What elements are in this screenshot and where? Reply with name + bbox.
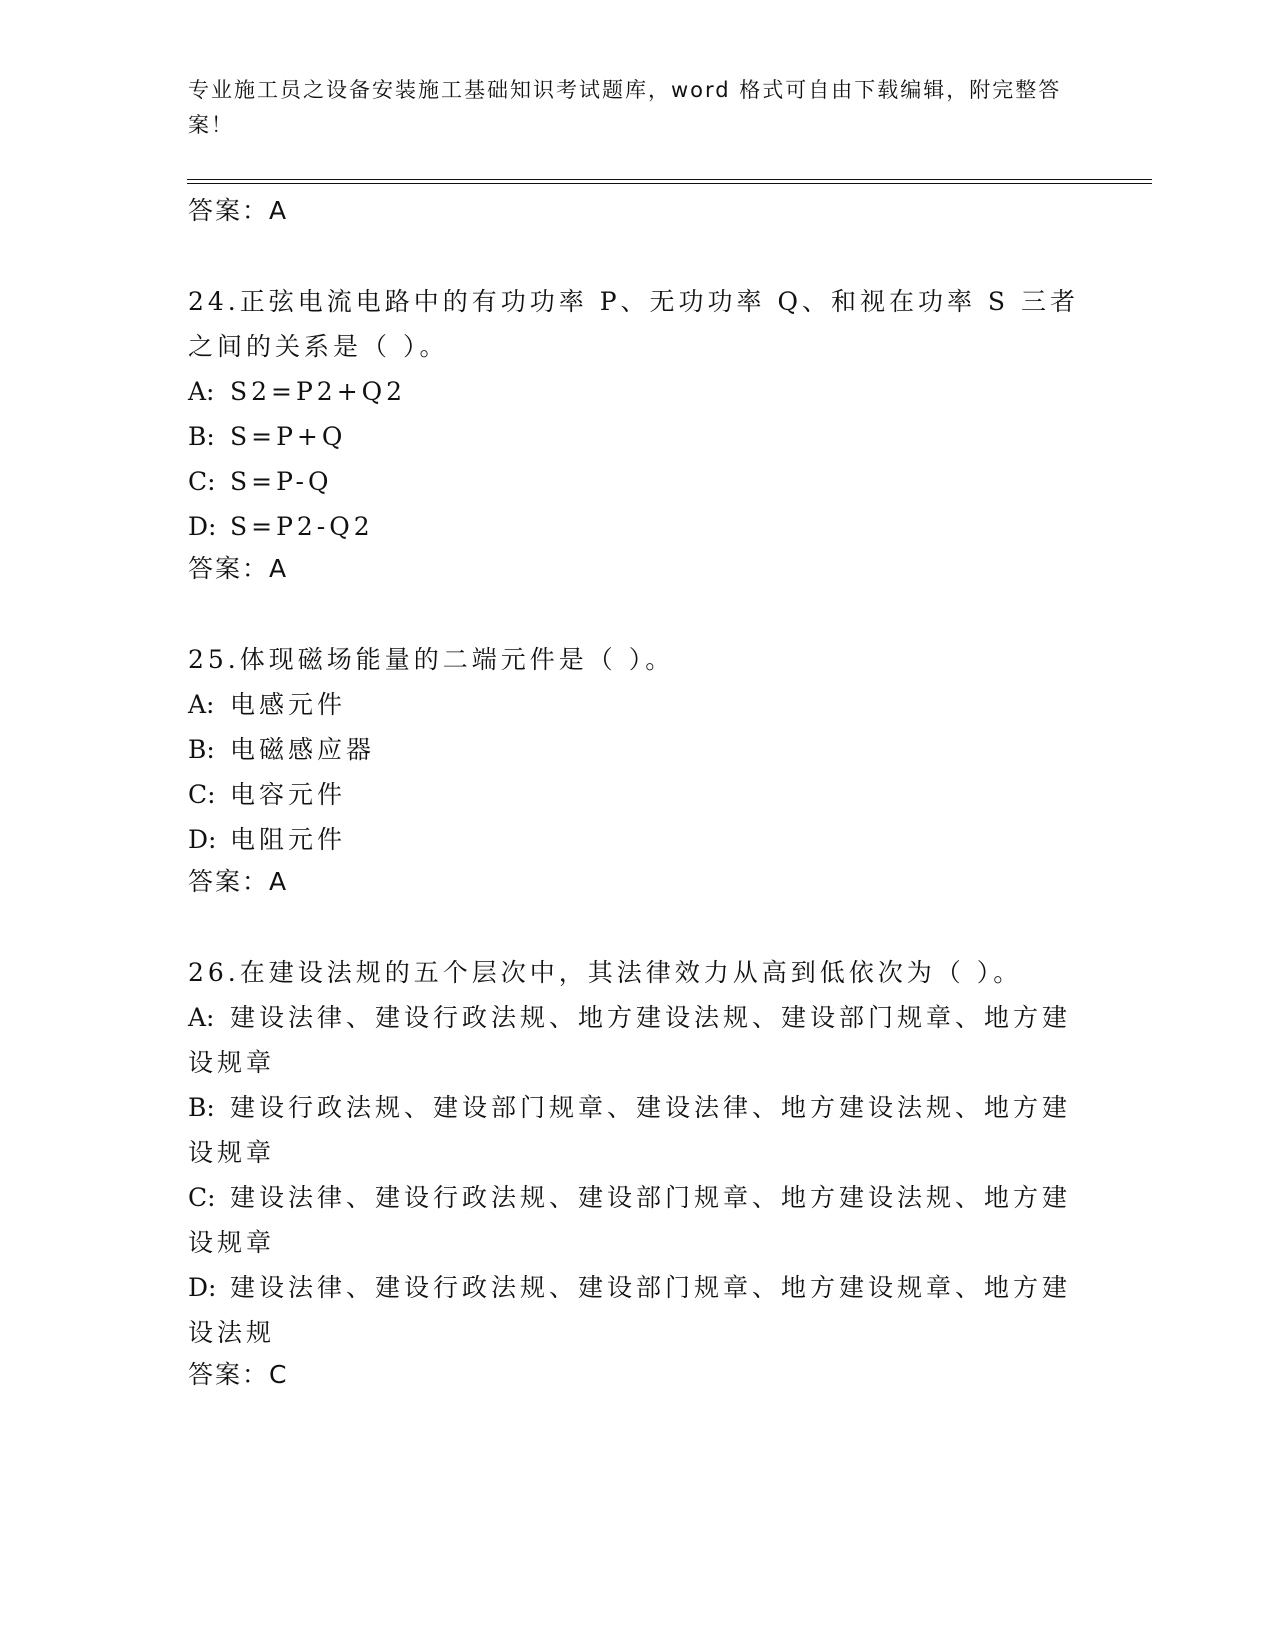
option-letter: C: <box>188 780 216 809</box>
option-letter: B: <box>188 1093 215 1122</box>
option-text: 建设法律、建设行政法规、建设部门规章、地方建设规章、地方建设法规 <box>188 1273 1072 1347</box>
option-letter: A: <box>188 377 215 406</box>
option-letter: D: <box>188 1273 217 1302</box>
option-text: 电阻元件 <box>230 825 347 854</box>
option-letter: B: <box>188 735 215 764</box>
option-b <box>188 727 1088 772</box>
option-letter: C: <box>188 1183 216 1212</box>
option-a <box>188 369 1088 414</box>
answer-line: 答案：A <box>188 554 289 583</box>
option-letter: C: <box>188 467 216 496</box>
question-24 <box>188 279 1088 589</box>
previous-answer: 答案：A <box>188 196 289 225</box>
option-c <box>188 1175 1088 1265</box>
option-c <box>188 772 1088 817</box>
option-b <box>188 414 1088 459</box>
option-text: 电磁感应器 <box>230 735 376 764</box>
page-header: 专业施工员之设备安装施工基础知识考试题库，word 格式可自由下载编辑，附完整答案！ <box>188 78 1062 137</box>
header-divider-secondary <box>187 183 1152 184</box>
option-letter: A: <box>188 1003 215 1032</box>
option-a <box>188 995 1088 1085</box>
question-26 <box>188 950 1088 1395</box>
option-text: 电容元件 <box>230 780 347 809</box>
option-c <box>188 459 1088 504</box>
option-letter: B: <box>188 422 215 451</box>
header-divider <box>187 179 1152 180</box>
option-letter: A: <box>188 690 215 719</box>
option-text: S=P-Q <box>230 467 333 496</box>
option-text: S=P2-Q2 <box>230 512 374 541</box>
option-text: 建设法律、建设行政法规、建设部门规章、地方建设法规、地方建设规章 <box>188 1183 1072 1257</box>
answer-line: 答案：C <box>188 1360 289 1389</box>
question-stem: 25.体现磁场能量的二端元件是（ ）。 <box>188 645 675 674</box>
option-letter: D: <box>188 512 217 541</box>
option-a <box>188 682 1088 727</box>
answer-line: 答案：A <box>188 867 289 896</box>
option-d <box>188 1265 1088 1355</box>
option-text: 电感元件 <box>230 690 347 719</box>
option-d <box>188 817 1088 862</box>
option-letter: D: <box>188 825 217 854</box>
question-25 <box>188 637 1088 902</box>
question-stem: 24.正弦电流电路中的有功功率 P、无功功率 Q、和视在功率 S 三者之间的关系是（ ）。 <box>188 287 1079 361</box>
option-text: S=P+Q <box>230 422 347 451</box>
option-text: 建设行政法规、建设部门规章、建设法律、地方建设法规、地方建设规章 <box>188 1093 1072 1167</box>
option-d <box>188 504 1088 549</box>
question-list <box>188 191 1088 1395</box>
option-text: 建设法律、建设行政法规、地方建设法规、建设部门规章、地方建设规章 <box>188 1003 1072 1077</box>
question-stem: 26.在建设法规的五个层次中，其法律效力从高到低依次为（ ）。 <box>188 958 1023 987</box>
option-text: S2=P2+Q2 <box>230 377 407 406</box>
option-b <box>188 1085 1088 1175</box>
